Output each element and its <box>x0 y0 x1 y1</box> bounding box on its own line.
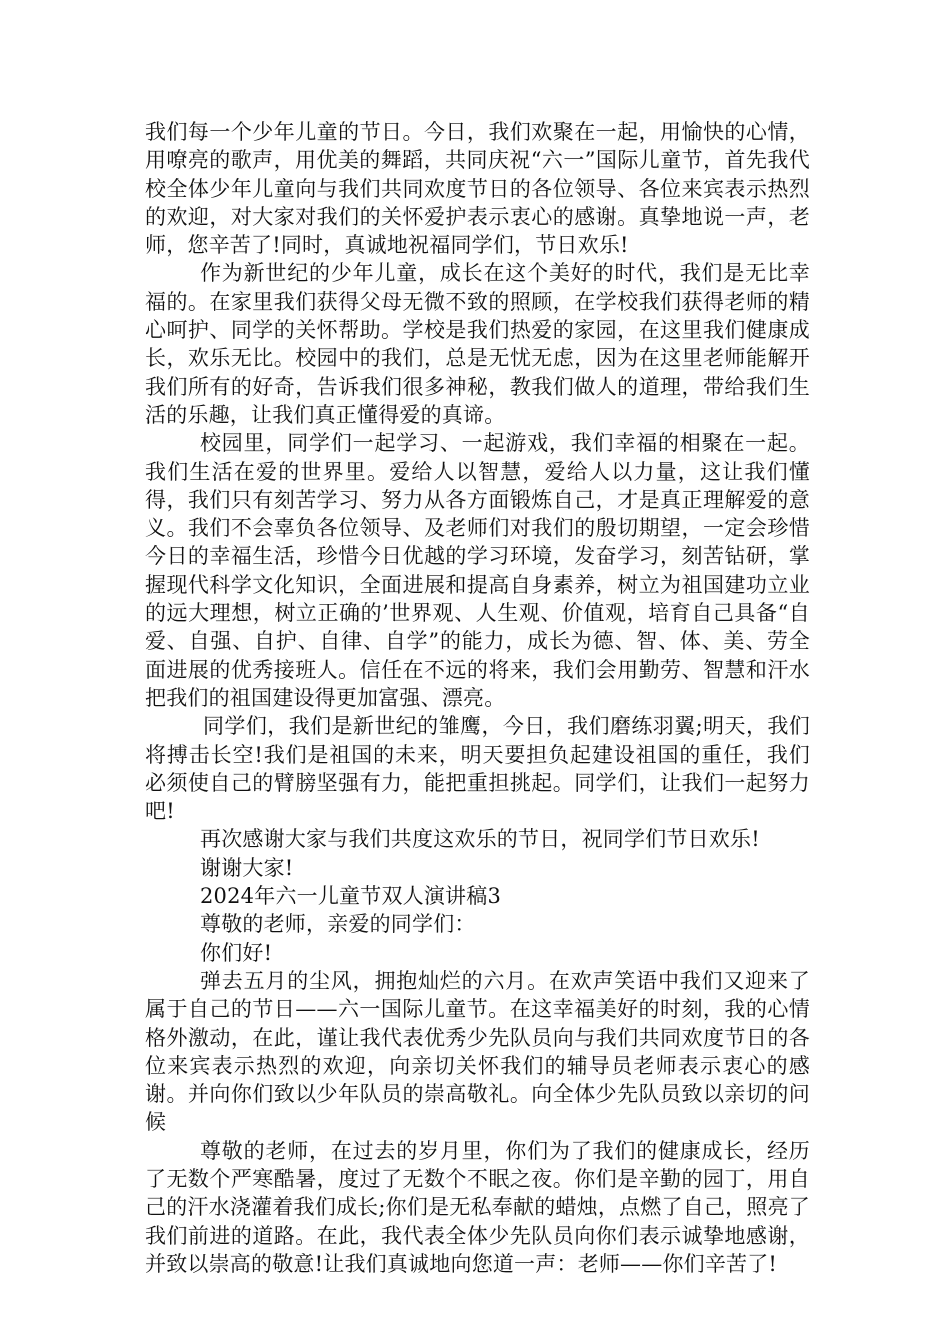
greeting: 你们好! <box>200 940 273 965</box>
section-title: 2024年六一儿童节双人演讲稿3 <box>200 884 502 909</box>
salutation: 尊敬的老师，亲爱的同学们： <box>200 912 476 937</box>
paragraph-june: 弹去五月的尘风，拥抱灿烂的六月。在欢声笑语中我们又迎来了属于自己的节日——六一国际儿童节。在这幸福美好的时刻，我的心情格外激动，在此，谨让我代表优秀少先队员向与我们共同欢度节日的各位来宾表示热烈的欢迎，向亲切关怀我们的辅导员老师表示衷心的感谢。并向你们致以少年队员的崇高敬礼。向全体少先队员致以亲切的问候 <box>145 968 810 1135</box>
paragraph-new-century: 作为新世纪的少年儿童，成长在这个美好的时代，我们是无比幸福的。在家里我们获得父母无微不致的照顾，在学校我们获得老师的精心呵护、同学的关怀帮助。学校是我们热爱的家园，在这里我们健康成长，欢乐无比。校园中的我们，总是无忧无虑，因为在这里老师能解开我们所有的好奇，告诉我们很多神秘，教我们做人的道理，带给我们生活的乐趣，让我们真正懂得爱的真谛。 <box>145 261 810 427</box>
paragraph-thank-you: 谢谢大家! <box>200 855 294 880</box>
paragraph-eagles: 同学们，我们是新世纪的雏鹰，今日，我们磨练羽翼;明天，我们将搏击长空!我们是祖国的未来，明天要担负起建设祖国的重任，我们必须使自己的臂膀坚强有力，能把重担挑起。同学们，让我们一起努力吧! <box>145 714 810 824</box>
paragraph-thanks-again: 再次感谢大家与我们共度这欢乐的节日，祝同学们节日欢乐! <box>200 827 760 852</box>
paragraph-teachers: 尊敬的老师，在过去的岁月里，你们为了我们的健康成长，经历了无数个严寒酷暑，度过了无数个不眠之夜。你们是辛勤的园丁，用自己的汗水浇灌着我们成长;你们是无私奉献的蜡烛，点燃了自己，照亮了我们前进的道路。在此，我代表全体少先队员向你们表示诚挚地感谢，并致以崇高的敬意!让我们真诚地向您道一声：老师——你们辛苦了! <box>145 1138 810 1276</box>
document-body <box>145 118 810 1278</box>
paragraph-campus: 校园里，同学们一起学习、一起游戏，我们幸福的相聚在一起。我们生活在爱的世界里。爱给人以智慧，爱给人以力量，这让我们懂得，我们只有刻苦学习、努力从各方面锻炼自己，才是真正理解爱的意义。我们不会辜负各位领导、及老师们对我们的殷切期望，一定会珍惜今日的幸福生活，珍惜今日优越的学习环境，发奋学习，刻苦钻研，掌握现代科学文化知识，全面进展和提高自身素养，树立为祖国建功立业的远大理想，树立正确的’世界观、人生观、价值观，培育自己具备“自爱、自强、自护、自律、自学”的能力，成长为德、智、体、美、劳全面进展的优秀接班人。信任在不远的将来，我们会用勤劳、智慧和汗水把我们的祖国建设得更加富强、漂亮。 <box>145 431 810 710</box>
paragraph-opening: 我们每一个少年儿童的节日。今日，我们欢聚在一起，用愉快的心情，用嘹亮的歌声，用优美的舞蹈，共同庆祝“六一”国际儿童节，首先我代校全体少年儿童向与我们共同欢度节日的各位领导、各位来宾表示热烈的欢迎，对大家对我们的关怀爱护表示衷心的感谢。真挚地说一声，老师，您辛苦了!同时，真诚地祝福同学们，节日欢乐! <box>145 120 810 258</box>
